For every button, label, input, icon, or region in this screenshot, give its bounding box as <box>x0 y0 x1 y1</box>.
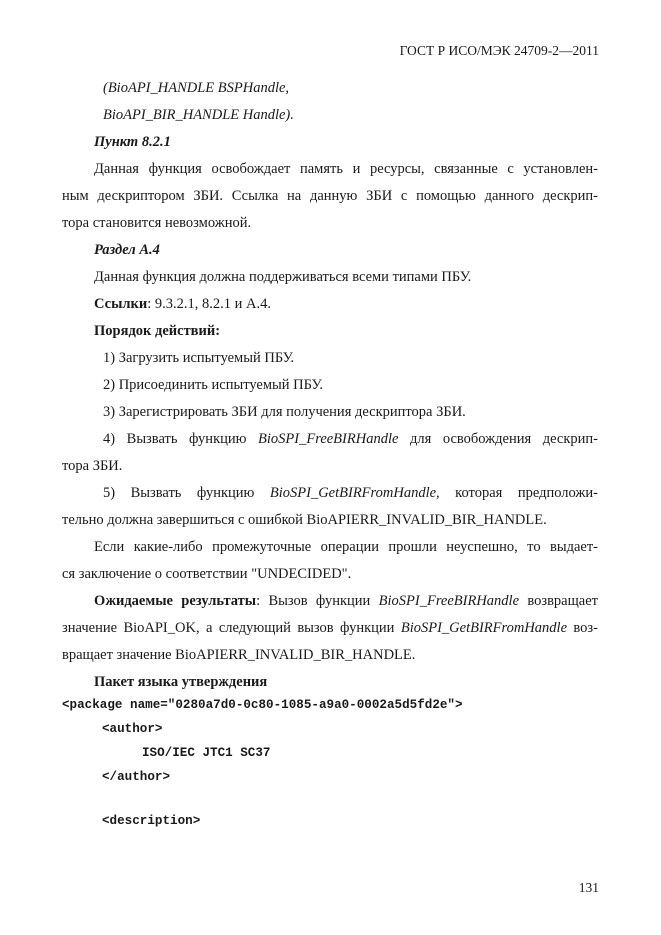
expected-text-2: возвращает <box>519 593 598 609</box>
section-heading: Раздел А.4 <box>94 242 160 258</box>
clause-line-2: ным дескриптором ЗБИ. Ссылка на данную ЗБИ с помощью данного дескрип- <box>62 188 598 204</box>
references-line <box>94 294 271 314</box>
references-label: Ссылки <box>94 296 148 312</box>
procedure-heading: Порядок действий: <box>94 323 221 339</box>
step-4-function: BioSPI_FreeBIRHandle <box>258 431 399 447</box>
procedure-step-1: 1) Загрузить испытуемый ПБУ. <box>103 350 295 366</box>
expected-line-1 <box>94 591 598 611</box>
expected-function-2: BioSPI_GetBIRFromHandle <box>400 620 568 636</box>
expected-text-1: : Вызов функции <box>256 593 379 609</box>
procedure-step-3: 3) Зарегистрировать ЗБИ для получения дескриптора ЗБИ. <box>103 404 466 420</box>
signature-line-2: BioAPI_BIR_HANDLE Handle). <box>103 107 294 123</box>
clause-heading: Пункт 8.2.1 <box>94 134 171 150</box>
page-header: ГОСТ Р ИСО/МЭК 24709-2—2011 <box>399 43 599 58</box>
code-line-author-close: </author> <box>102 770 171 784</box>
signature-line-1: (BioAPI_HANDLE BSPHandle, <box>103 80 290 96</box>
step-4-text-b: для освобождения дескрип- <box>398 431 598 447</box>
section-text: Данная функция должна поддерживаться всеми типами ПБУ. <box>94 269 472 285</box>
code-line-author-value: ISO/IEC JTC1 SC37 <box>142 746 271 760</box>
clause-line-3: тора становится невозможной. <box>62 215 252 231</box>
expected-function-1: BioSPI_FreeBIRHandle <box>378 593 520 609</box>
fail-note-line-2: ся заключение о соответствии "UNDECIDED". <box>62 566 352 582</box>
page-number: 131 <box>578 880 599 895</box>
expected-line-2 <box>62 618 598 638</box>
step-5-function: BioSPI_GetBIRFromHandle <box>269 485 437 501</box>
step-5-text-a: 5) Вызвать функцию <box>103 485 270 501</box>
procedure-step-5-cont: тельно должна завершиться с ошибкой BioAPIERR_INVALID_BIR_HANDLE. <box>62 512 547 528</box>
procedure-step-4 <box>103 429 598 449</box>
code-heading: Пакет языка утверждения <box>94 674 268 690</box>
code-line-author-open: <author> <box>102 722 163 736</box>
expected-label: Ожидаемые результаты <box>94 593 257 609</box>
code-line-package: <package name="0280a7d0-0c80-1085-a9a0-0002a5d5fd2e"> <box>62 698 463 712</box>
procedure-step-4-cont: тора ЗБИ. <box>62 458 123 474</box>
expected-line-3: вращает значение BioAPIERR_INVALID_BIR_HANDLE. <box>62 647 416 663</box>
expected-text-3: значение BioAPI_OK, а следующий вызов функции <box>62 620 401 636</box>
procedure-step-2: 2) Присоединить испытуемый ПБУ. <box>103 377 323 393</box>
step-5-text-b: , которая предположи- <box>436 485 598 501</box>
references-text: : 9.3.2.1, 8.2.1 и А.4. <box>147 296 272 312</box>
clause-line-1: Данная функция освобождает память и ресурсы, связанные с установлен- <box>94 161 598 177</box>
fail-note-line-1: Если какие-либо промежуточные операции прошли неуспешно, то выдает- <box>94 539 598 555</box>
step-4-text-a: 4) Вызвать функцию <box>103 431 259 447</box>
procedure-step-5 <box>103 483 598 503</box>
code-line-description: <description> <box>102 814 201 828</box>
expected-text-4: воз- <box>567 620 598 636</box>
